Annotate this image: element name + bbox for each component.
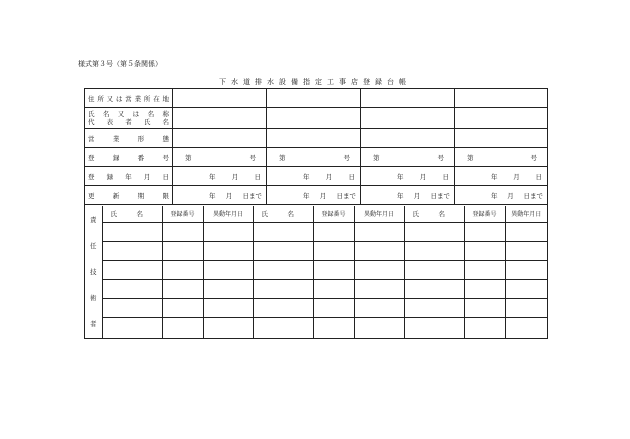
engineer-cell[interactable]	[354, 242, 404, 261]
address-cell[interactable]	[173, 89, 267, 108]
engineer-cell[interactable]	[203, 299, 253, 318]
engineer-cell[interactable]	[464, 242, 505, 261]
reg-number-label: 登 録 番 号	[85, 148, 173, 167]
engineer-cell[interactable]	[203, 280, 253, 299]
renew-period-cell[interactable]: 年 月 日まで	[267, 186, 361, 205]
engineer-cell[interactable]	[102, 299, 162, 318]
col-reg-no: 登録番号	[162, 206, 203, 223]
engineer-cell[interactable]	[505, 280, 547, 299]
engineer-cell[interactable]	[253, 223, 313, 242]
business-form-cell[interactable]	[361, 129, 455, 148]
table-row	[85, 261, 547, 280]
engineer-cell[interactable]	[505, 242, 547, 261]
engineer-cell[interactable]	[505, 299, 547, 318]
engineer-cell[interactable]	[404, 318, 464, 338]
engineer-cell[interactable]	[162, 261, 203, 280]
reg-number-cell[interactable]: 第 号	[267, 148, 361, 167]
engineer-cell[interactable]	[203, 242, 253, 261]
table-row	[85, 242, 547, 261]
business-form-cell[interactable]	[267, 129, 361, 148]
reg-number-cell[interactable]: 第 号	[173, 148, 267, 167]
col-name: 氏 名	[404, 206, 464, 223]
page-title: 下水道排水設備指定工事店登録台帳	[219, 78, 411, 86]
engineer-cell[interactable]	[162, 242, 203, 261]
business-form-cell[interactable]	[455, 129, 548, 148]
engineer-table	[85, 206, 547, 338]
reg-date-cell[interactable]: 年 月 日	[173, 167, 267, 186]
table-row	[85, 318, 547, 338]
col-reg-no: 登録番号	[464, 206, 505, 223]
engineer-cell[interactable]	[313, 318, 354, 338]
business-form-cell[interactable]	[173, 129, 267, 148]
engineer-cell[interactable]	[253, 261, 313, 280]
business-form-label: 営 業 形 態	[85, 129, 173, 148]
renew-period-label: 更 新 期 限	[85, 186, 173, 205]
renew-period-cell[interactable]: 年 月 日まで	[173, 186, 267, 205]
address-cell[interactable]	[267, 89, 361, 108]
engineer-cell[interactable]	[404, 242, 464, 261]
engineer-cell[interactable]	[162, 318, 203, 338]
col-name: 氏 名	[102, 206, 162, 223]
name-label	[85, 108, 173, 129]
engineer-cell[interactable]	[354, 299, 404, 318]
engineer-cell[interactable]	[162, 280, 203, 299]
engineer-cell[interactable]	[354, 318, 404, 338]
engineer-cell[interactable]	[102, 280, 162, 299]
reg-date-cell[interactable]: 年 月 日	[455, 167, 548, 186]
name-cell[interactable]	[267, 108, 361, 129]
engineer-cell[interactable]	[313, 223, 354, 242]
engineer-cell[interactable]	[162, 223, 203, 242]
address-label: 住 所 又 は 営 業 所 在 地	[85, 89, 173, 108]
engineer-cell[interactable]	[313, 261, 354, 280]
engineer-cell[interactable]	[354, 280, 404, 299]
engineer-cell[interactable]	[464, 261, 505, 280]
form-caption: 様式第３号（第５条関係）	[78, 60, 162, 68]
engineer-cell[interactable]	[253, 242, 313, 261]
engineer-cell[interactable]	[404, 299, 464, 318]
engineer-cell[interactable]	[505, 223, 547, 242]
engineer-label: 責 任 技 術 者	[85, 206, 102, 338]
engineer-cell[interactable]	[464, 280, 505, 299]
table-row	[85, 280, 547, 299]
engineer-cell[interactable]	[313, 280, 354, 299]
engineer-cell[interactable]	[404, 280, 464, 299]
col-name: 氏 名	[253, 206, 313, 223]
engineer-cell[interactable]	[102, 318, 162, 338]
engineer-cell[interactable]	[253, 280, 313, 299]
engineer-cell[interactable]	[404, 261, 464, 280]
col-change-date: 異動年月日	[505, 206, 547, 223]
reg-date-cell[interactable]: 年 月 日	[361, 167, 455, 186]
renew-period-cell[interactable]: 年 月 日まで	[455, 186, 548, 205]
renew-period-cell[interactable]: 年 月 日まで	[361, 186, 455, 205]
engineer-cell[interactable]	[203, 223, 253, 242]
registry-table	[84, 88, 548, 339]
reg-number-cell[interactable]: 第 号	[361, 148, 455, 167]
name-label-line2: 代 表 者 氏 名	[88, 118, 169, 126]
table-row	[85, 223, 547, 242]
engineer-cell[interactable]	[313, 299, 354, 318]
col-change-date: 異動年月日	[203, 206, 253, 223]
engineer-cell[interactable]	[464, 318, 505, 338]
address-cell[interactable]	[361, 89, 455, 108]
engineer-cell[interactable]	[253, 299, 313, 318]
engineer-cell[interactable]	[505, 318, 547, 338]
engineer-cell[interactable]	[404, 223, 464, 242]
col-reg-no: 登録番号	[313, 206, 354, 223]
engineer-cell[interactable]	[253, 318, 313, 338]
name-cell[interactable]	[173, 108, 267, 129]
name-cell[interactable]	[361, 108, 455, 129]
table-row	[85, 299, 547, 318]
engineer-cell[interactable]	[203, 318, 253, 338]
engineer-cell[interactable]	[505, 261, 547, 280]
engineer-cell[interactable]	[162, 299, 203, 318]
reg-date-label: 登 録 年 月 日	[85, 167, 173, 186]
engineer-cell[interactable]	[354, 261, 404, 280]
address-cell[interactable]	[455, 89, 548, 108]
engineer-cell[interactable]	[464, 299, 505, 318]
engineer-cell[interactable]	[313, 242, 354, 261]
engineer-cell[interactable]	[464, 223, 505, 242]
engineer-cell[interactable]	[102, 242, 162, 261]
name-label-line1: 氏 名 又 は 名 称	[88, 110, 169, 118]
engineer-cell[interactable]	[102, 223, 162, 242]
name-cell[interactable]	[455, 108, 548, 129]
engineer-cell[interactable]	[102, 261, 162, 280]
engineer-cell[interactable]	[203, 261, 253, 280]
reg-date-cell[interactable]: 年 月 日	[267, 167, 361, 186]
col-change-date: 異動年月日	[354, 206, 404, 223]
engineer-cell[interactable]	[354, 223, 404, 242]
reg-number-cell[interactable]: 第 号	[455, 148, 548, 167]
